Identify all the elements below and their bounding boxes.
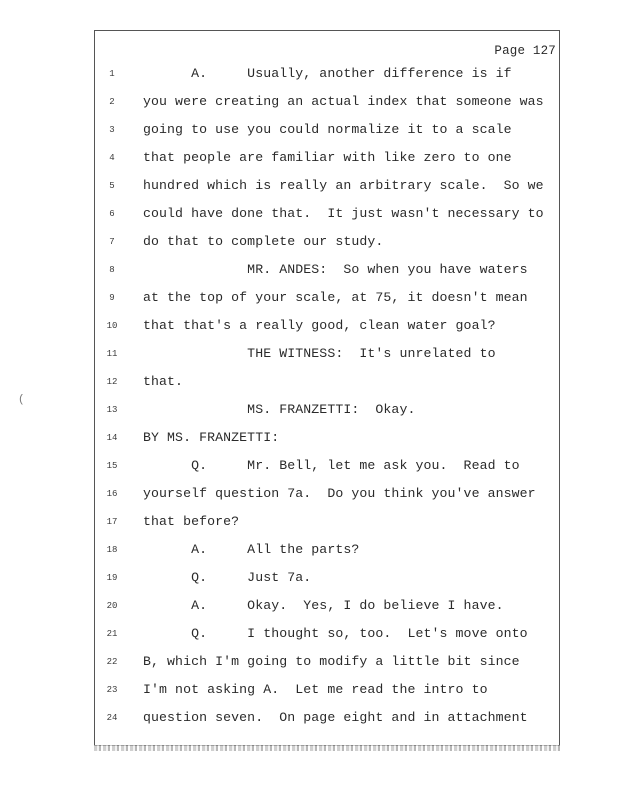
line-number: 22 — [106, 657, 118, 667]
transcript-line: BY MS. FRANZETTI: — [143, 430, 280, 445]
transcript-line: that before? — [143, 514, 240, 529]
line-number: 13 — [106, 405, 118, 415]
transcript-line: THE WITNESS: It's unrelated to — [143, 346, 496, 361]
transcript-line: going to use you could normalize it to a scale — [143, 122, 512, 137]
transcript-line: A. Okay. Yes, I do believe I have. — [143, 598, 504, 613]
line-number: 19 — [106, 573, 118, 583]
line-number: 2 — [109, 97, 115, 107]
transcript-line: yourself question 7a. Do you think you've answer — [143, 486, 536, 501]
transcript-line: that that's a really good, clean water goal? — [143, 318, 496, 333]
transcript-line: that people are familiar with like zero to one — [143, 150, 512, 165]
transcript-line: MR. ANDES: So when you have waters — [143, 262, 528, 277]
margin-mark: ( — [18, 394, 25, 406]
transcript-line: I'm not asking A. Let me read the intro to — [143, 682, 488, 697]
transcript-line: MS. FRANZETTI: Okay. — [143, 402, 416, 417]
page-edge-shadow — [94, 745, 562, 751]
transcript-line: you were creating an actual index that someone was — [143, 94, 544, 109]
line-number: 8 — [109, 265, 115, 275]
transcript-line: question seven. On page eight and in attachment — [143, 710, 528, 725]
line-number: 4 — [109, 153, 115, 163]
line-number: 6 — [109, 209, 115, 219]
line-number: 16 — [106, 489, 118, 499]
transcript-line: hundred which is really an arbitrary scale. So we — [143, 178, 544, 193]
line-number: 23 — [106, 685, 118, 695]
page-number: Page 127 — [494, 44, 556, 58]
line-number: 5 — [109, 181, 115, 191]
transcript-line: at the top of your scale, at 75, it doesn't mean — [143, 290, 528, 305]
line-number: 10 — [106, 321, 118, 331]
transcript-line: Q. Mr. Bell, let me ask you. Read to — [143, 458, 520, 473]
line-number: 15 — [106, 461, 118, 471]
line-number: 9 — [109, 293, 115, 303]
line-number: 21 — [106, 629, 118, 639]
line-number: 18 — [106, 545, 118, 555]
transcript-line: Q. Just 7a. — [143, 570, 312, 585]
transcript-line: A. Usually, another difference is if — [143, 66, 512, 81]
line-number: 1 — [109, 69, 115, 79]
transcript-line: that. — [143, 374, 184, 389]
line-number: 20 — [106, 601, 118, 611]
transcript-line: B, which I'm going to modify a little bit since — [143, 654, 520, 669]
line-number: 7 — [109, 237, 115, 247]
line-number: 17 — [106, 517, 118, 527]
line-number: 11 — [106, 349, 118, 359]
line-number: 3 — [109, 125, 115, 135]
line-number: 14 — [106, 433, 118, 443]
transcript-line: A. All the parts? — [143, 542, 360, 557]
transcript-line: do that to complete our study. — [143, 234, 384, 249]
transcript-line: Q. I thought so, too. Let's move onto — [143, 626, 528, 641]
line-number: 12 — [106, 377, 118, 387]
line-number: 24 — [106, 713, 118, 723]
transcript-line: could have done that. It just wasn't necessary to — [143, 206, 544, 221]
